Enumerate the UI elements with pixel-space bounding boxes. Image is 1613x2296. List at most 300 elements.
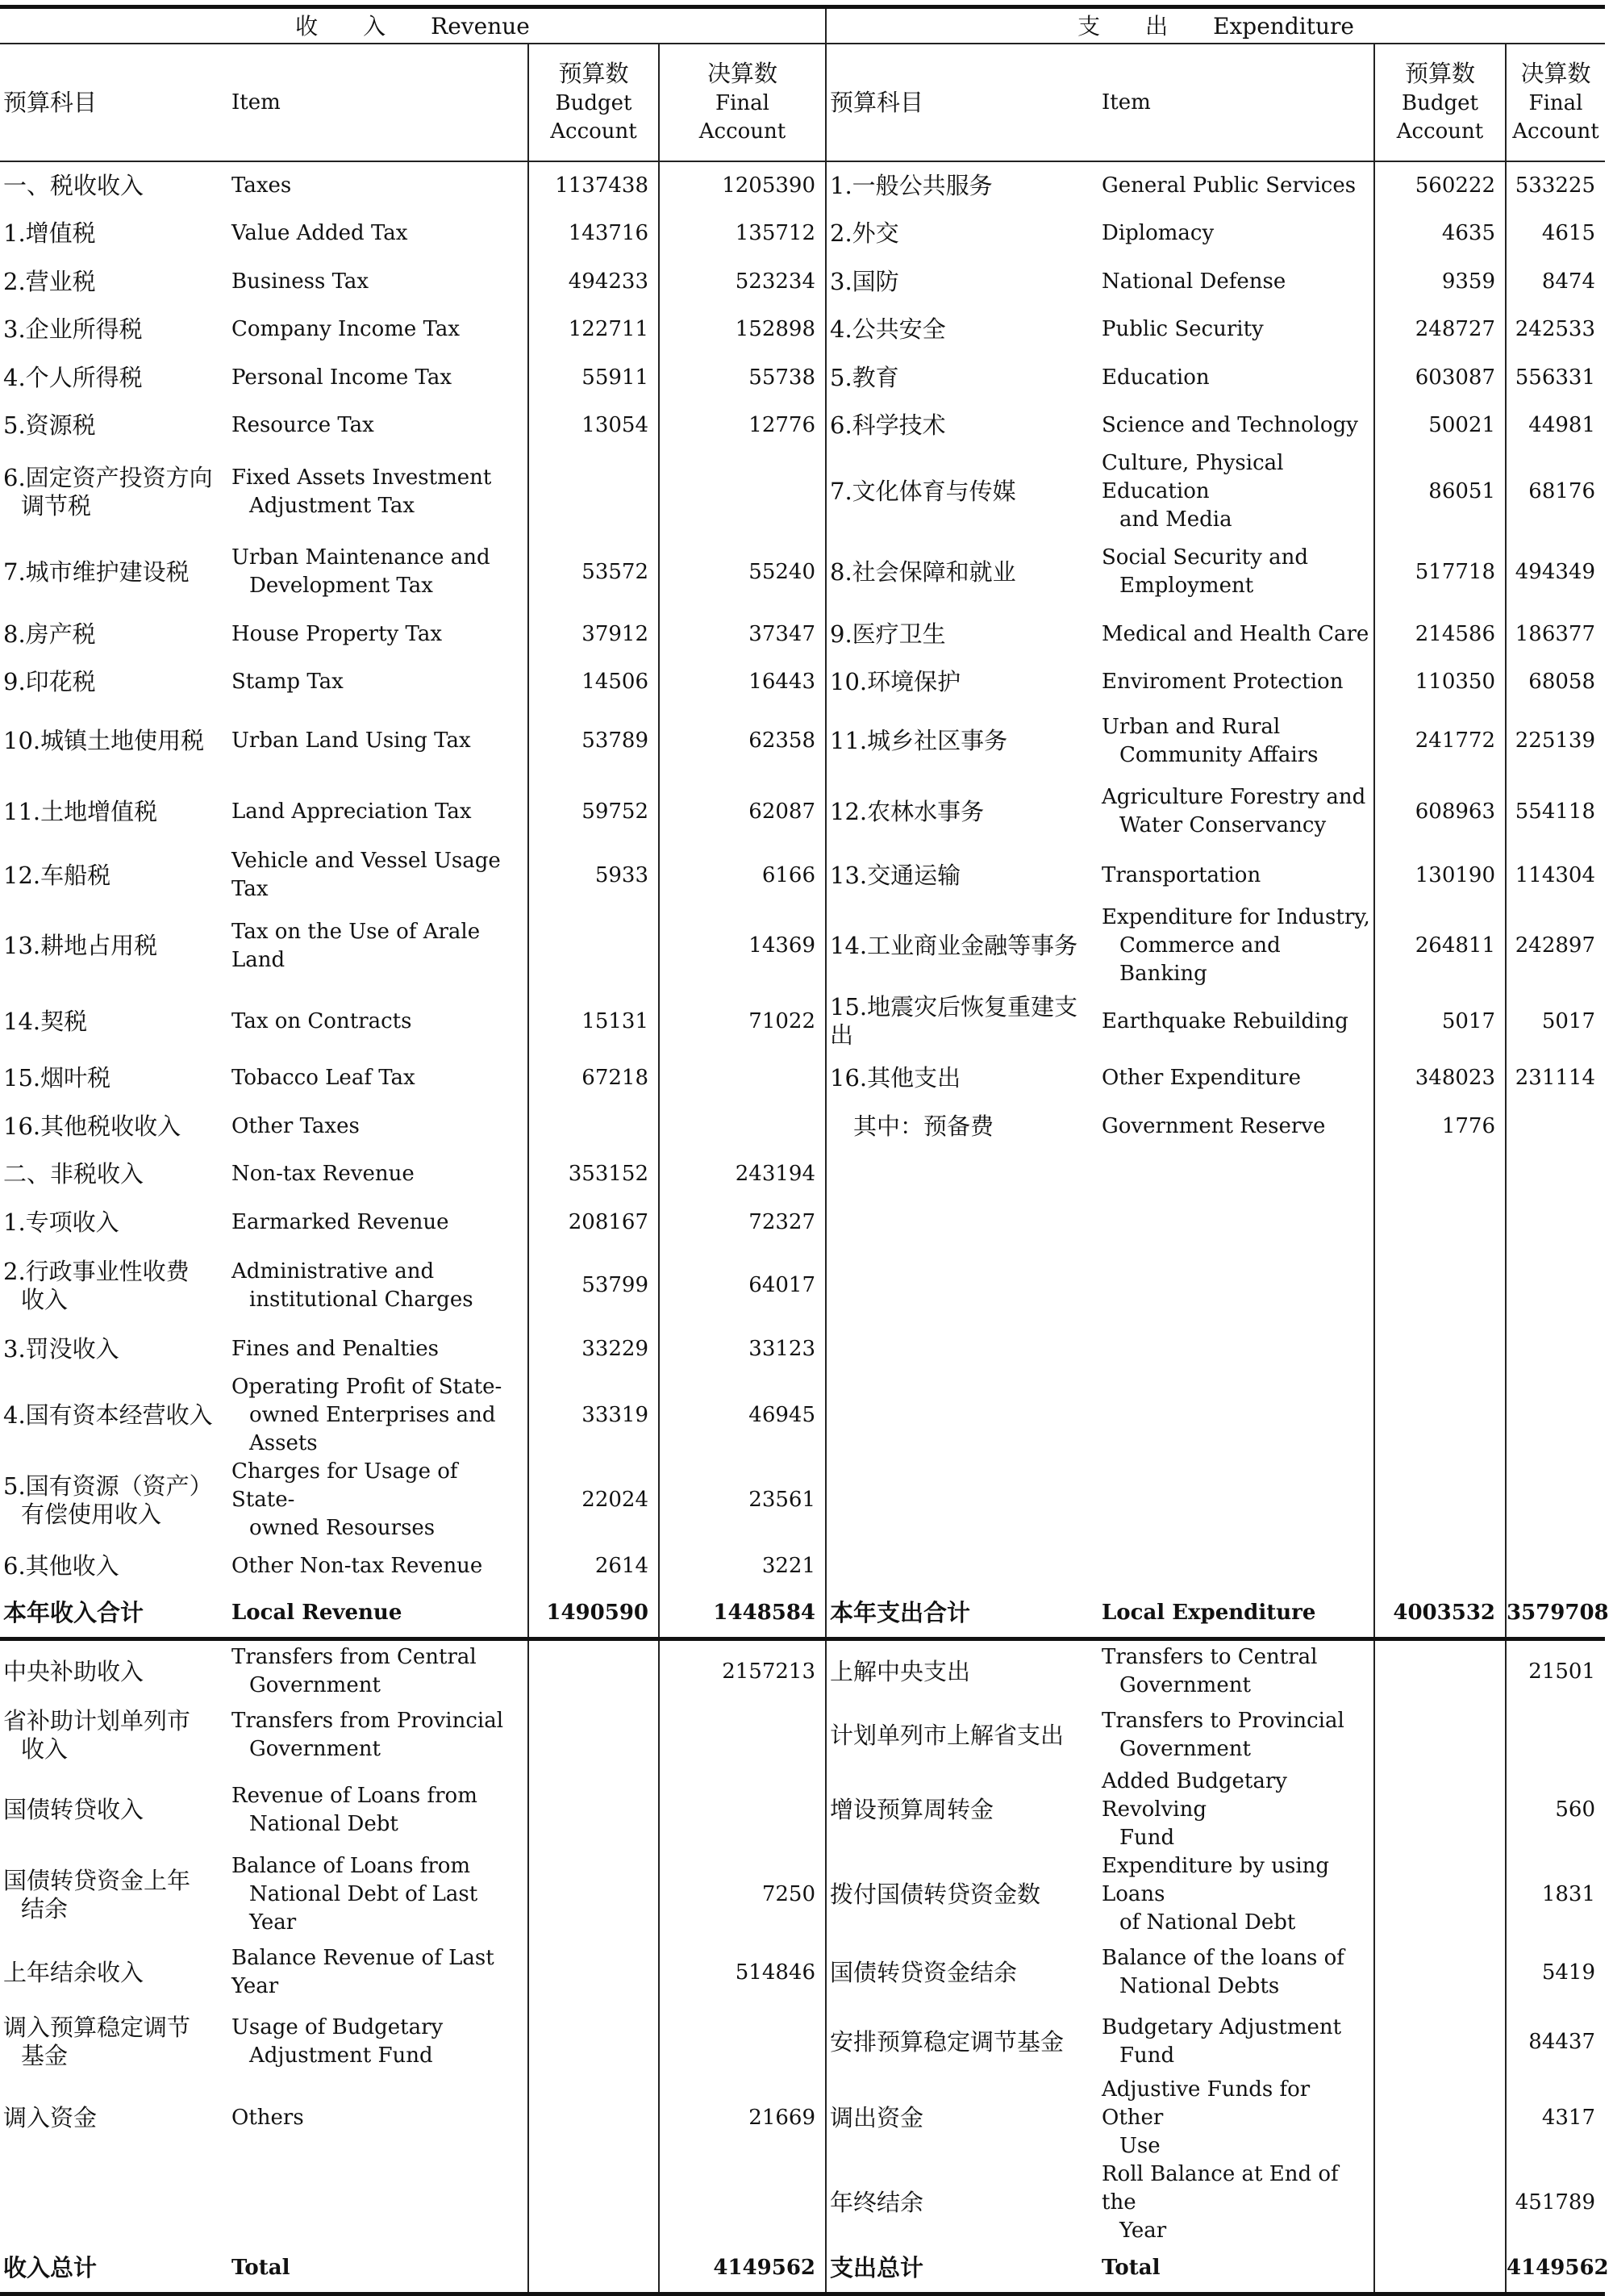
table-row [0, 161, 1605, 210]
cell-line: 8.房产税 [3, 620, 96, 648]
expenditure-item-cn [826, 904, 1092, 988]
cell-line: Business Tax [231, 269, 369, 294]
expenditure-final-value [1506, 1703, 1605, 1768]
local-revenue-budget: 1490590 [528, 1590, 659, 1639]
revenue-item-en [222, 1703, 528, 1768]
revenue-budget-value [528, 1768, 659, 1852]
cell-line: Culture, Physical Education [1102, 451, 1284, 503]
expenditure-item-cn [826, 2076, 1092, 2160]
revenue-item-en [222, 1768, 528, 1852]
revenue-budget-value: 33229 [528, 1325, 659, 1373]
cell-line: Usage of Budgetary [231, 2015, 444, 2039]
revenue-item-en [222, 1198, 528, 1246]
table-row [0, 1246, 1605, 1325]
budget-cn: 预算数 [1404, 59, 1475, 87]
revenue-item-en [222, 1150, 528, 1198]
cell-line: 基金 [21, 2042, 69, 2069]
revenue-final-value: 72327 [659, 1198, 826, 1246]
revenue-item-cn [0, 534, 222, 610]
expenditure-budget-value: 348023 [1374, 1054, 1506, 1102]
revenue-item-cn [0, 847, 222, 904]
revenue-budget-value [528, 1703, 659, 1768]
revenue-item-en [222, 1937, 528, 2008]
expenditure-item-cn [826, 776, 1092, 847]
budget-cn: 预算数 [558, 59, 629, 87]
expenditure-budget-value [1374, 2008, 1506, 2076]
cell-line: Roll Balance at End of the [1102, 2162, 1339, 2215]
expenditure-item-en [1092, 306, 1374, 353]
expenditure-final-value: 4317 [1506, 2076, 1605, 2160]
expenditure-item-en [1092, 1639, 1374, 1703]
expenditure-item-en [1092, 1150, 1374, 1198]
cell-line: Employment [1119, 574, 1254, 598]
cell-line: Non-tax Revenue [231, 1162, 415, 1186]
revenue-item-en [222, 1639, 528, 1703]
cell-line: owned Enterprises and Assets [249, 1403, 496, 1455]
expenditure-item-cn [826, 1150, 1092, 1198]
expenditure-item-en [1092, 1198, 1374, 1246]
expenditure-item-en [1092, 1458, 1374, 1542]
cell-line: 一、税收收入 [3, 172, 144, 199]
revenue-item-cn [0, 904, 222, 988]
expenditure-item-cn [826, 402, 1092, 449]
revenue-budget-value [528, 904, 659, 988]
revenue-budget-value: 15131 [528, 988, 659, 1054]
cell-line: 调入预算稳定调节 [3, 2014, 191, 2041]
total-expenditure-label-cn: 支出总计 [826, 2245, 1092, 2294]
expenditure-item-en [1092, 658, 1374, 706]
revenue-item-cn [0, 1325, 222, 1373]
revenue-budget-value: 22024 [528, 1458, 659, 1542]
expenditure-final-value: 560 [1506, 1768, 1605, 1852]
cell-line: Balance of the loans of [1102, 1946, 1344, 1970]
cell-line: Urban Land Using Tax [231, 728, 471, 753]
expenditure-item-en [1092, 1542, 1374, 1590]
cell-line: 二、非税收入 [3, 1160, 144, 1188]
table-row [0, 776, 1605, 847]
revenue-final-value: 1205390 [659, 161, 826, 210]
expenditure-budget-value: 9359 [1374, 257, 1506, 306]
cell-line: National Debts [1119, 1974, 1280, 1998]
revenue-final-value [659, 1703, 826, 1768]
table-row [0, 1458, 1605, 1542]
cell-line: Government Reserve [1102, 1113, 1326, 1138]
expenditure-final-value: 44981 [1506, 402, 1605, 449]
cell-line: 9.印花税 [3, 668, 96, 695]
revenue-item-en [222, 2160, 528, 2245]
col-header-revenue-budget [528, 44, 659, 161]
cell-line: National Debt of Last Year [249, 1882, 478, 1935]
cell-line: Use [1119, 2134, 1161, 2158]
cell-line: 6.固定资产投资方向 [3, 463, 213, 491]
cell-line: National Defense [1102, 269, 1286, 294]
revenue-budget-value: 53572 [528, 534, 659, 610]
expenditure-item-cn [826, 1373, 1092, 1458]
revenue-item-cn [0, 1150, 222, 1198]
cell-line: Balance of Loans from [231, 1854, 471, 1878]
revenue-final-value: 64017 [659, 1246, 826, 1325]
cell-line: 12.农林水事务 [830, 797, 985, 825]
revenue-budget-value: 143716 [528, 210, 659, 257]
expenditure-item-cn [826, 1246, 1092, 1325]
cell-line: Diplomacy [1102, 221, 1215, 245]
revenue-item-cn [0, 658, 222, 706]
expenditure-final-value: 533225 [1506, 161, 1605, 210]
revenue-final-value: 2157213 [659, 1639, 826, 1703]
expenditure-final-value: 68058 [1506, 658, 1605, 706]
cell-line: 计划单列市上解省支出 [830, 1721, 1065, 1749]
revenue-item-cn [0, 257, 222, 306]
cell-line: 国债转贷资金结余 [830, 1958, 1018, 1986]
revenue-item-en [222, 2076, 528, 2160]
expenditure-item-en [1092, 904, 1374, 988]
cell-line: Adjustment Fund [249, 2043, 433, 2068]
expenditure-item-en [1092, 2076, 1374, 2160]
cell-line: Transfers to Central [1102, 1645, 1318, 1670]
expenditure-item-en [1092, 1852, 1374, 1937]
expenditure-budget-value: 248727 [1374, 306, 1506, 353]
expenditure-final-value [1506, 1325, 1605, 1373]
revenue-final-value: 33123 [659, 1325, 826, 1373]
cell-line: 14.工业商业金融等事务 [830, 932, 1078, 959]
revenue-item-en [222, 1458, 528, 1542]
revenue-item-cn [0, 2160, 222, 2245]
expenditure-item-en [1092, 210, 1374, 257]
expenditure-item-cn [826, 1542, 1092, 1590]
cell-line: 5.国有资源（资产） [3, 1472, 213, 1500]
cell-line: 16.其他支出 [830, 1064, 961, 1092]
revenue-budget-value [528, 1937, 659, 2008]
cell-line: 国债转贷收入 [3, 1796, 144, 1823]
cell-line: 调入资金 [3, 2104, 98, 2131]
total-revenue-label-cn: 收入总计 [0, 2245, 222, 2294]
revenue-budget-value: 1137438 [528, 161, 659, 210]
revenue-item-cn [0, 1198, 222, 1246]
expenditure-item-en [1092, 1325, 1374, 1373]
final-cn: 决算数 [1520, 59, 1591, 87]
revenue-item-cn [0, 1458, 222, 1542]
cell-line: Transfers from Provincial [231, 1709, 504, 1733]
revenue-final-value: 243194 [659, 1150, 826, 1198]
final-en-1: Final [1528, 90, 1583, 115]
expenditure-item-cn [826, 534, 1092, 610]
cell-line: Value Added Tax [231, 221, 408, 245]
cell-line: 省补助计划单列市 [3, 1707, 191, 1735]
budget-en-1: Budget [555, 90, 632, 115]
expenditure-final-value: 242533 [1506, 306, 1605, 353]
cell-line: Fund [1119, 1826, 1175, 1850]
revenue-item-en [222, 776, 528, 847]
table-row [0, 257, 1605, 306]
table-row [0, 449, 1605, 534]
cell-line: Fixed Assets Investment [231, 465, 492, 490]
expenditure-item-cn [826, 353, 1092, 402]
revenue-final-value [659, 2008, 826, 2076]
expenditure-item-en [1092, 610, 1374, 658]
transfer-row [0, 1937, 1605, 2008]
cell-line: Science and Technology [1102, 413, 1358, 437]
expenditure-item-en [1092, 402, 1374, 449]
transfer-row [0, 1852, 1605, 1937]
expenditure-item-en [1092, 1937, 1374, 2008]
transfer-row [0, 1703, 1605, 1768]
expenditure-item-en [1092, 1373, 1374, 1458]
cell-line: Commerce and Banking [1119, 933, 1281, 986]
cell-line: Transportation [1102, 862, 1261, 887]
expenditure-final-value: 84437 [1506, 2008, 1605, 2076]
revenue-final-value: 14369 [659, 904, 826, 988]
table-row [0, 306, 1605, 353]
cell-line: 13.耕地占用税 [3, 932, 158, 959]
revenue-item-en [222, 2008, 528, 2076]
cell-line: 8.社会保障和就业 [830, 557, 1016, 586]
local-revenue-label-cn: 本年收入合计 [0, 1590, 222, 1639]
revenue-final-value [659, 1102, 826, 1150]
revenue-item-en [222, 1102, 528, 1150]
cell-line: 5.教育 [830, 363, 899, 391]
cell-line: Company Income Tax [231, 317, 461, 341]
cell-line: Stamp Tax [231, 670, 344, 694]
table-row [0, 210, 1605, 257]
cell-line: Government [1119, 1673, 1251, 1698]
local-expenditure-final: 3579708 [1506, 1590, 1605, 1639]
expenditure-budget-value [1374, 1246, 1506, 1325]
cell-line: 4.公共安全 [830, 315, 946, 343]
cell-line: 安排预算稳定调节基金 [830, 2027, 1065, 2056]
cell-line: 国债转贷资金上年 [3, 1866, 191, 1894]
cell-line: 1.专项收入 [3, 1208, 119, 1236]
expenditure-final-value: 21501 [1506, 1639, 1605, 1703]
col-header-expenditure-budget [1374, 44, 1506, 161]
revenue-final-value: 37347 [659, 610, 826, 658]
expenditure-final-value: 556331 [1506, 353, 1605, 402]
table-row [0, 402, 1605, 449]
expenditure-final-value: 242897 [1506, 904, 1605, 988]
cell-line: 收入 [21, 1285, 69, 1313]
revenue-final-value: 523234 [659, 257, 826, 306]
revenue-final-value: 21669 [659, 2076, 826, 2160]
cell-line: 6.科学技术 [830, 411, 946, 439]
expenditure-final-value: 554118 [1506, 776, 1605, 847]
revenue-budget-value: 55911 [528, 353, 659, 402]
cell-line: 11.土地增值税 [3, 797, 158, 825]
col-header-expenditure-final [1506, 44, 1605, 161]
cell-line: 中央补助收入 [3, 1657, 144, 1685]
revenue-item-en [222, 534, 528, 610]
expenditure-budget-value [1374, 1852, 1506, 1937]
table-row [0, 847, 1605, 904]
expenditure-budget-value [1374, 1703, 1506, 1768]
expenditure-item-cn [826, 847, 1092, 904]
final-en-2: Account [698, 119, 786, 144]
expenditure-item-cn [826, 1639, 1092, 1703]
expenditure-budget-value: 50021 [1374, 402, 1506, 449]
expenditure-budget-value: 86051 [1374, 449, 1506, 534]
cell-line: Education [1102, 365, 1210, 390]
table-row [0, 1373, 1605, 1458]
cell-line: Development Tax [249, 574, 433, 598]
table-row [0, 534, 1605, 610]
cell-line: 2.营业税 [3, 267, 96, 295]
revenue-final-value: 62087 [659, 776, 826, 847]
expenditure-final-value [1506, 1458, 1605, 1542]
expenditure-final-value [1506, 1102, 1605, 1150]
expenditure-item-en [1092, 1703, 1374, 1768]
local-revenue-label-en: Local Revenue [222, 1590, 528, 1639]
transfer-row [0, 2160, 1605, 2245]
table-row [0, 610, 1605, 658]
revenue-item-en [222, 1852, 528, 1937]
revenue-final-value: 3221 [659, 1542, 826, 1590]
expenditure-budget-value: 241772 [1374, 706, 1506, 776]
cell-line: Other Expenditure [1102, 1066, 1301, 1090]
section-header-row [0, 7, 1605, 44]
expenditure-item-cn [826, 449, 1092, 534]
revenue-item-en [222, 988, 528, 1054]
expenditure-budget-value: 603087 [1374, 353, 1506, 402]
revenue-budget-value: 122711 [528, 306, 659, 353]
revenue-budget-value: 353152 [528, 1150, 659, 1198]
revenue-budget-value: 53799 [528, 1246, 659, 1325]
expenditure-final-value: 5017 [1506, 988, 1605, 1054]
cell-line: Vehicle and Vessel Usage Tax [231, 849, 501, 901]
cell-line: Adjustment Tax [249, 493, 415, 518]
expenditure-item-en [1092, 847, 1374, 904]
revenue-item-en [222, 1054, 528, 1102]
revenue-item-cn [0, 306, 222, 353]
cell-line: Resource Tax [231, 413, 374, 437]
col-header-revenue-item: Item [222, 44, 528, 161]
expenditure-budget-value [1374, 2160, 1506, 2245]
expenditure-item-en [1092, 449, 1374, 534]
cell-line: 7.文化体育与传媒 [830, 478, 1016, 505]
revenue-budget-value [528, 449, 659, 534]
revenue-final-value: 62358 [659, 706, 826, 776]
cell-line: Transfers from Central [231, 1645, 477, 1670]
expenditure-item-en [1092, 1102, 1374, 1150]
revenue-item-en [222, 904, 528, 988]
expenditure-item-cn [826, 2008, 1092, 2076]
cell-line: Added Budgetary Revolving [1102, 1769, 1287, 1822]
cell-line: 14.契税 [3, 1007, 88, 1035]
revenue-item-en [222, 610, 528, 658]
column-header-row [0, 44, 1605, 161]
revenue-budget-value: 494233 [528, 257, 659, 306]
expenditure-item-cn [826, 210, 1092, 257]
cell-line: Administrative and [231, 1259, 435, 1284]
cell-line: 增设预算周转金 [830, 1796, 994, 1823]
expenditure-final-value: 5419 [1506, 1937, 1605, 2008]
expenditure-budget-value [1374, 2076, 1506, 2160]
expenditure-budget-value: 214586 [1374, 610, 1506, 658]
cell-line: 收入 [21, 1735, 69, 1763]
cell-line: 3.企业所得税 [3, 315, 143, 343]
transfer-row [0, 2008, 1605, 2076]
revenue-item-en [222, 402, 528, 449]
expenditure-budget-value [1374, 1373, 1506, 1458]
revenue-budget-value: 14506 [528, 658, 659, 706]
expenditure-item-cn [826, 1102, 1092, 1150]
cell-line: Expenditure by using Loans [1102, 1854, 1330, 1906]
revenue-budget-value: 67218 [528, 1054, 659, 1102]
revenue-item-cn [0, 1542, 222, 1590]
cell-line: 10.环境保护 [830, 668, 961, 695]
cell-line: owned Resourses [249, 1516, 436, 1540]
cell-line: Enviroment Protection [1102, 670, 1344, 694]
revenue-item-en [222, 706, 528, 776]
expenditure-item-en [1092, 1054, 1374, 1102]
cell-line: Tax on Contracts [231, 1008, 412, 1033]
cell-line: Earmarked Revenue [231, 1209, 449, 1234]
table-row [0, 658, 1605, 706]
cell-line: Land Appreciation Tax [231, 799, 472, 824]
revenue-final-value: 23561 [659, 1458, 826, 1542]
col-header-expenditure-cn: 预算科目 [826, 44, 1092, 161]
cell-line: Community Affairs [1119, 742, 1319, 767]
revenue-final-value: 514846 [659, 1937, 826, 2008]
expenditure-section-title: 支 出 Expenditure [826, 7, 1605, 44]
cell-line: 1.一般公共服务 [830, 172, 993, 199]
col-header-revenue-final [659, 44, 826, 161]
revenue-item-cn [0, 210, 222, 257]
cell-line: Charges for Usage of State- [231, 1459, 458, 1512]
revenue-final-value: 152898 [659, 306, 826, 353]
cell-line: 4.个人所得税 [3, 363, 143, 391]
cell-line: Other Non-tax Revenue [231, 1554, 483, 1578]
expenditure-budget-value: 517718 [1374, 534, 1506, 610]
cell-line: Budgetary Adjustment [1102, 2015, 1342, 2039]
revenue-item-cn [0, 1054, 222, 1102]
local-revenue-final: 1448584 [659, 1590, 826, 1639]
expenditure-item-cn [826, 306, 1092, 353]
budget-en-2: Account [550, 119, 637, 144]
cell-line: 11.城乡社区事务 [830, 727, 1008, 754]
expenditure-item-en [1092, 1768, 1374, 1852]
revenue-final-value: 135712 [659, 210, 826, 257]
cell-line: Tax on the Use of Arale Land [231, 919, 481, 972]
table-row [0, 904, 1605, 988]
total-revenue-label-en: Total [222, 2245, 528, 2294]
cell-line: 上解中央支出 [830, 1657, 971, 1685]
expenditure-item-en [1092, 776, 1374, 847]
revenue-item-cn [0, 1373, 222, 1458]
local-expenditure-label-cn: 本年支出合计 [826, 1590, 1092, 1639]
expenditure-item-en [1092, 706, 1374, 776]
cell-line: Revenue of Loans from [231, 1783, 477, 1808]
expenditure-budget-value: 4635 [1374, 210, 1506, 257]
revenue-budget-value: 2614 [528, 1542, 659, 1590]
expenditure-item-cn [826, 1852, 1092, 1937]
expenditure-final-value [1506, 1150, 1605, 1198]
cell-line: 年终结余 [830, 2189, 924, 2216]
cell-line: 调节税 [21, 491, 92, 520]
table-row [0, 988, 1605, 1054]
revenue-item-en [222, 1373, 528, 1458]
table-row [0, 1325, 1605, 1373]
cell-line: 13.交通运输 [830, 861, 961, 889]
expenditure-item-cn [826, 161, 1092, 210]
cell-line: 调出资金 [830, 2104, 924, 2131]
expenditure-budget-value [1374, 1150, 1506, 1198]
cell-line: 3.国防 [830, 267, 899, 295]
expenditure-final-value: 186377 [1506, 610, 1605, 658]
expenditure-item-cn [826, 1937, 1092, 2008]
expenditure-budget-value: 264811 [1374, 904, 1506, 988]
revenue-item-cn [0, 161, 222, 210]
cell-line: Balance Revenue of Last Year [231, 1946, 494, 1998]
cell-line: House Property Tax [231, 621, 442, 646]
expenditure-item-cn [826, 1703, 1092, 1768]
